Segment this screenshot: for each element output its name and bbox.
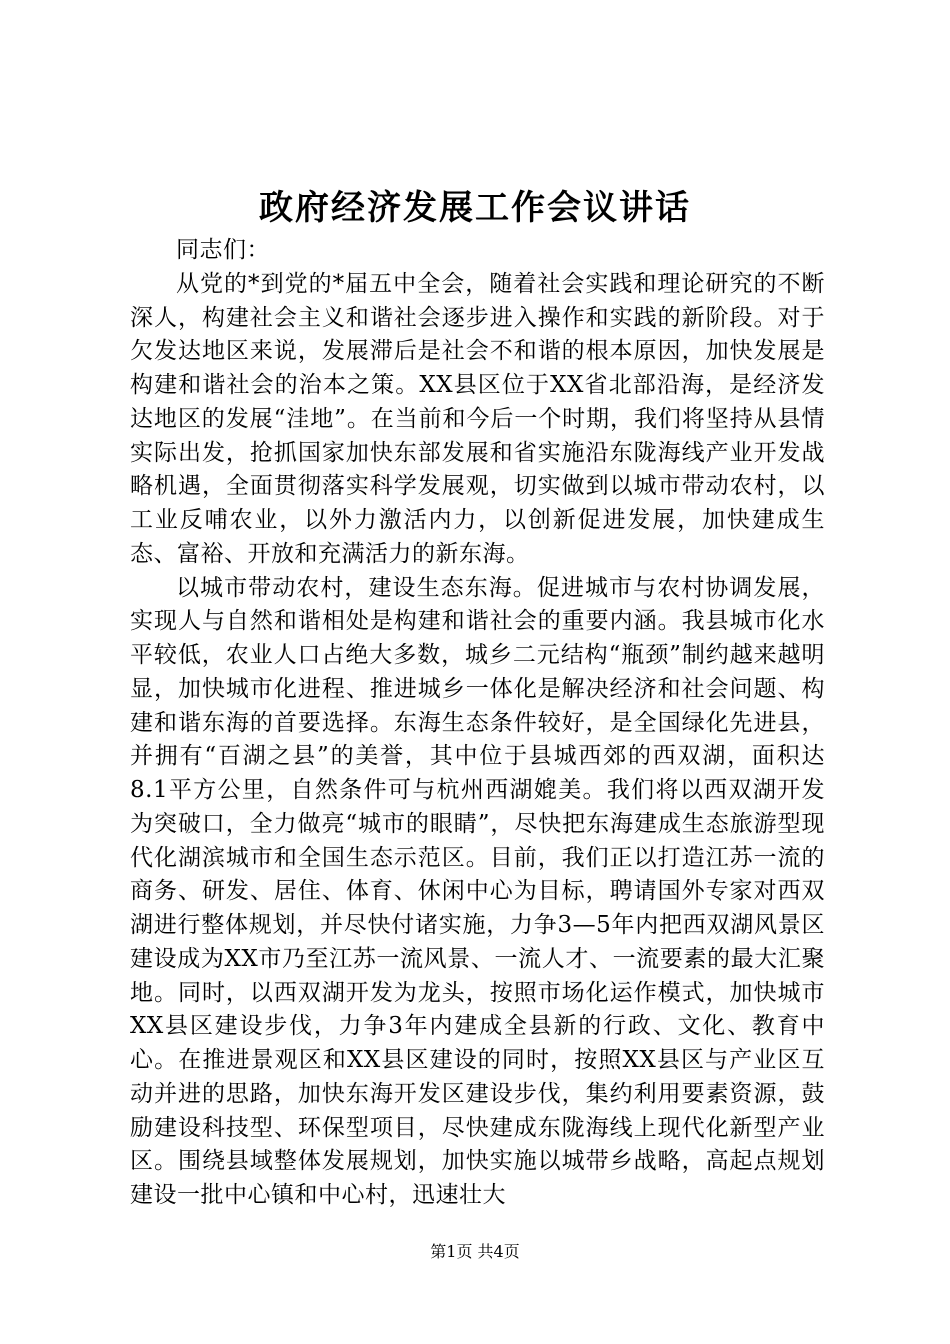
document-body xyxy=(130,234,825,1213)
page-footer: 第1页 共4页 xyxy=(430,1242,520,1261)
paragraph: 以城市带动农村，建设生态东海。促进城市与农村协调发展，实现人与自然和谐相处是构建和谐社会的重要内涵。我县城市化水平较低，农业人口占绝大多数，城乡二元结构“瓶颈”制约越来越明显，加快城市化进程、推进城乡一体化是解决经济和社会问题、构建和谐东海的首要选择。东海生态条件较好，是全国绿化先进县，并拥有“百湖之县”的美誉，其中位于县城西郊的西双湖，面积达8.1平方公里，自然条件可与杭州西湖媲美。我们将以西双湖开发为突破口，全力做亮“城市的眼睛”，尽快把东海建成生态旅游型现代化湖滨城市和全国生态示范区。目前，我们正以打造江苏一流的商务、研发、居住、体育、休闲中心为目标，聘请国外专家对西双湖进行整体规划，并尽快付诸实施，力争3—5年内把西双湖风景区建设成为XX市乃至江苏一流风景、一流人才、一流要素的最大汇聚地。同时，以西双湖开发为龙头，按照市场化运作模式，加快城市XX县区建设步伐，力争3年内建成全县新的行政、文化、教育中心。在推进景观区和XX县区建设的同时，按照XX县区与产业区互动并进的思路，加快东海开发区建设步伐，集约利用要素资源，鼓励建设科技型、环保型项目，尽快建成东陇海线上现代化新型产业区。围绕县域整体发展规划，加快实施以城带乡战略，高起点规划建设一批中心镇和中心村，迅速壮大 xyxy=(130,574,825,1208)
greeting: 同志们： xyxy=(176,237,270,263)
document-title: 政府经济发展工作会议讲话 xyxy=(259,188,691,228)
paragraph: 从党的*到党的*届五中全会，随着社会实践和理论研究的不断深人，构建社会主义和谐社会逐步进入操作和实践的新阶段。对于欠发达地区来说，发展滞后是社会不和谐的根本原因，加快发展是构建和谐社会的治本之策。XX县区位于XX省北部沿海，是经济发达地区的发展“洼地”。在当前和今后一个时期，我们将坚持从县情实际出发，抢抓国家加快东部发展和省实施沿东陇海线产业开发战略机遇，全面贯彻落实科学发展观，切实做到以城市带动农村，以工业反哺农业，以外力激活内力，以创新促进发展，加快建成生态、富裕、开放和充满活力的新东海。 xyxy=(130,270,825,567)
